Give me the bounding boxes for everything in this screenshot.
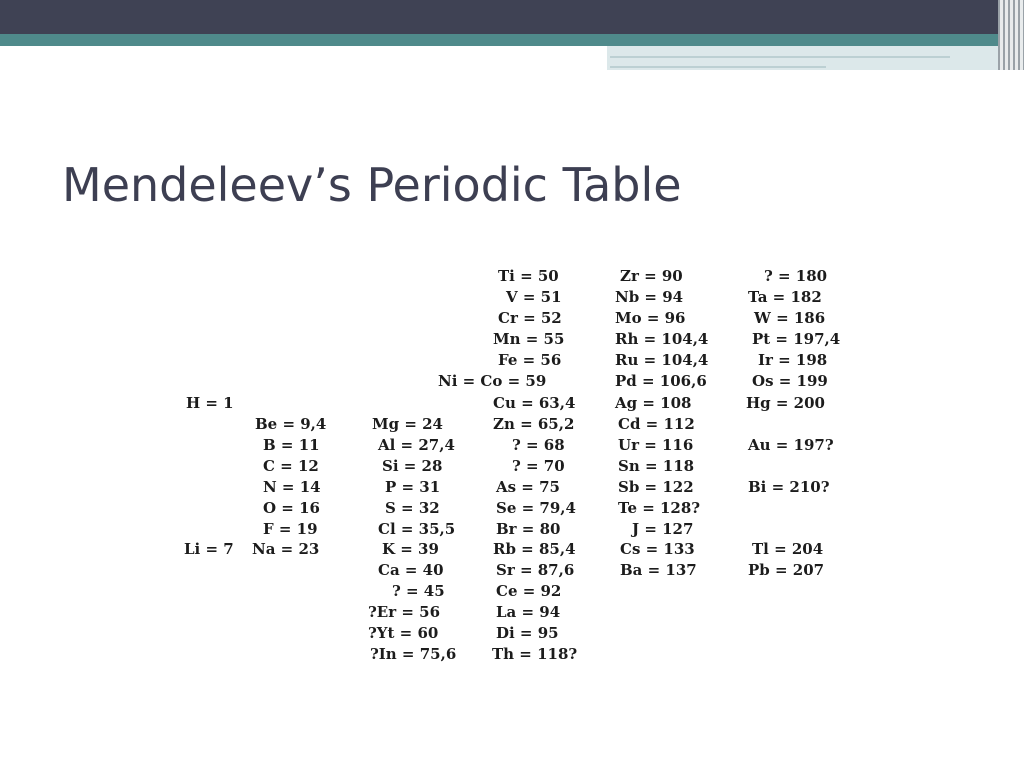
element-entry: N = 14 bbox=[263, 478, 321, 496]
element-entry: Cl = 35,5 bbox=[378, 520, 456, 538]
element-entry: P = 31 bbox=[385, 478, 441, 496]
element-entry: Al = 27,4 bbox=[378, 436, 455, 454]
element-entry: Nb = 94 bbox=[615, 288, 684, 306]
element-entry: Sr = 87,6 bbox=[496, 561, 575, 579]
element-entry: V = 51 bbox=[506, 288, 562, 306]
element-entry: W = 186 bbox=[754, 309, 826, 327]
element-entry: Na = 23 bbox=[252, 540, 320, 558]
element-entry: Au = 197? bbox=[748, 436, 834, 454]
element-entry: Ir = 198 bbox=[758, 351, 828, 369]
element-entry: ? = 68 bbox=[512, 436, 565, 454]
element-entry: Pd = 106,6 bbox=[615, 372, 707, 390]
element-entry: Zn = 65,2 bbox=[493, 415, 575, 433]
element-entry: Sn = 118 bbox=[618, 457, 695, 475]
element-entry: S = 32 bbox=[385, 499, 440, 517]
element-entry: Bi = 210? bbox=[748, 478, 830, 496]
element-entry: H = 1 bbox=[186, 394, 234, 412]
element-entry: Be = 9,4 bbox=[255, 415, 327, 433]
element-entry: Os = 199 bbox=[752, 372, 828, 390]
element-entry: Ca = 40 bbox=[378, 561, 444, 579]
element-entry: Ru = 104,4 bbox=[615, 351, 709, 369]
element-entry: Cr = 52 bbox=[498, 309, 562, 327]
element-entry: K = 39 bbox=[382, 540, 439, 558]
periodic-table-image bbox=[160, 252, 860, 672]
element-entry: Li = 7 bbox=[184, 540, 234, 558]
element-entry: Ti = 50 bbox=[498, 267, 559, 285]
element-entry: J = 127 bbox=[632, 520, 694, 538]
element-entry: Mg = 24 bbox=[372, 415, 443, 433]
element-entry: As = 75 bbox=[496, 478, 560, 496]
element-entry: Cu = 63,4 bbox=[493, 394, 576, 412]
element-entry: Mn = 55 bbox=[493, 330, 565, 348]
element-entry: Ur = 116 bbox=[618, 436, 694, 454]
element-entry: Ta = 182 bbox=[748, 288, 822, 306]
header-accent-line bbox=[610, 56, 950, 58]
element-entry: Cs = 133 bbox=[620, 540, 695, 558]
element-entry: Si = 28 bbox=[382, 457, 443, 475]
element-entry: ? = 45 bbox=[392, 582, 445, 600]
element-entry: Mo = 96 bbox=[615, 309, 686, 327]
element-entry: C = 12 bbox=[263, 457, 319, 475]
element-entry: B = 11 bbox=[263, 436, 320, 454]
element-entry: Rb = 85,4 bbox=[493, 540, 576, 558]
element-entry: F = 19 bbox=[263, 520, 318, 538]
element-entry: Rh = 104,4 bbox=[615, 330, 709, 348]
element-entry: Zr = 90 bbox=[620, 267, 683, 285]
slide-title: Mendeleev’s Periodic Table bbox=[62, 158, 682, 212]
element-entry: ?Er = 56 bbox=[368, 603, 441, 621]
element-entry: Pb = 207 bbox=[748, 561, 825, 579]
header-edge-stripes bbox=[998, 0, 1024, 70]
element-entry: Hg = 200 bbox=[746, 394, 825, 412]
element-entry: ?Yt = 60 bbox=[368, 624, 439, 642]
element-entry: Te = 128? bbox=[618, 499, 701, 517]
element-entry: Br = 80 bbox=[496, 520, 561, 538]
element-entry: Ce = 92 bbox=[496, 582, 562, 600]
element-entry: Cd = 112 bbox=[618, 415, 695, 433]
element-entry: Tl = 204 bbox=[752, 540, 824, 558]
element-entry: ?In = 75,6 bbox=[370, 645, 457, 663]
element-entry: Pt = 197,4 bbox=[752, 330, 841, 348]
element-entry: Th = 118? bbox=[492, 645, 578, 663]
element-entry: ? = 70 bbox=[512, 457, 565, 475]
header-dark-band bbox=[0, 0, 1024, 34]
element-entry: La = 94 bbox=[496, 603, 561, 621]
element-entry: ? = 180 bbox=[764, 267, 828, 285]
element-entry: Fe = 56 bbox=[498, 351, 562, 369]
element-entry: Se = 79,4 bbox=[496, 499, 576, 517]
header-accent-line bbox=[610, 66, 826, 68]
element-entry: Sb = 122 bbox=[618, 478, 694, 496]
element-entry: Ni = Co = 59 bbox=[438, 372, 547, 390]
element-entry: Di = 95 bbox=[496, 624, 559, 642]
element-entry: Ag = 108 bbox=[615, 394, 692, 412]
element-entry: O = 16 bbox=[263, 499, 320, 517]
header-teal-band bbox=[0, 34, 1024, 46]
element-entry: Ba = 137 bbox=[620, 561, 697, 579]
